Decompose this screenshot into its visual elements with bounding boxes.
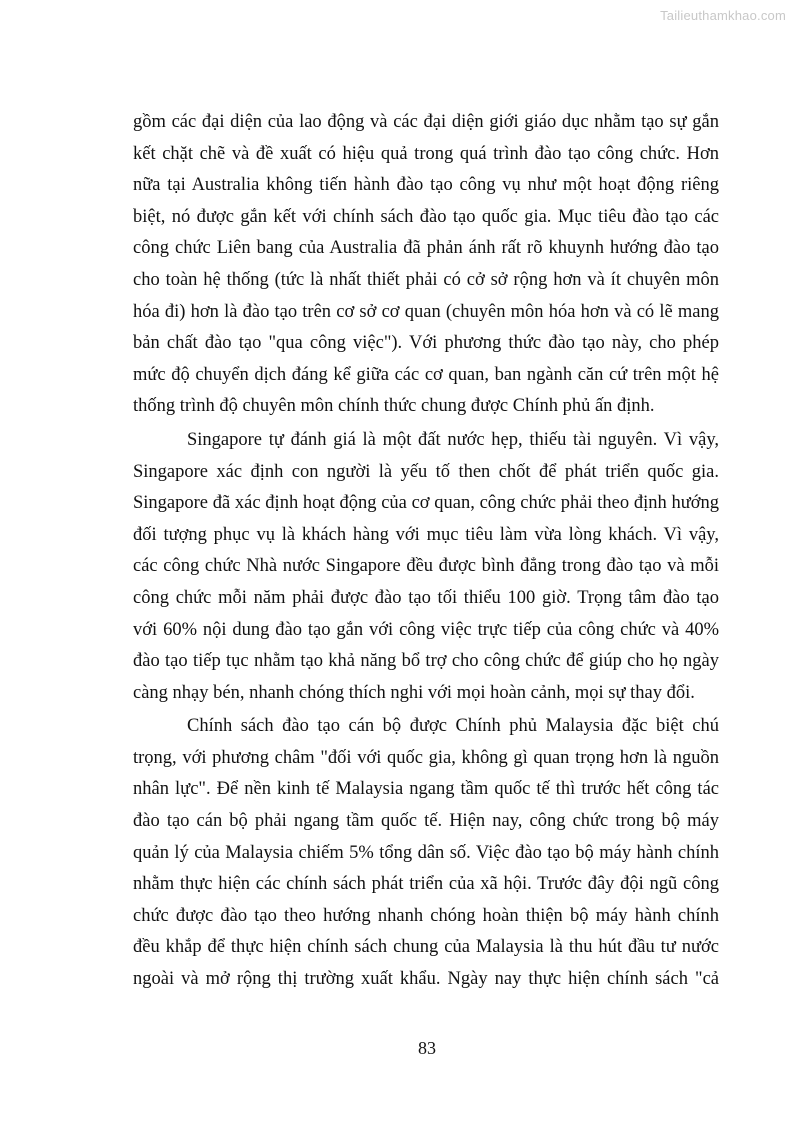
text-line: với 60% nội dung đào tạo gắn với công việc trực tiếp của công chức và 40% xyxy=(133,619,719,640)
page-number: 83 xyxy=(418,1038,436,1058)
text-line: kết chặt chẽ và đề xuất có hiệu quả trong quá trình đào tạo công chức. Hơn xyxy=(133,143,719,164)
text-line: mức độ chuyển dịch đáng kể giữa các cơ quan, ban ngành căn cứ trên một hệ xyxy=(133,364,719,385)
text-line: thống trình độ chuyên môn chính thức chung được Chính phủ ấn định. xyxy=(133,396,655,417)
text-line: bản chất đào tạo "qua công việc"). Với phương thức đào tạo này, cho phép xyxy=(133,333,719,354)
text-line: nhằm thực hiện các chính sách phát triển của xã hội. Trước đây đội ngũ công xyxy=(133,874,719,895)
body-text xyxy=(133,107,719,998)
text-line: đều khắp để thực hiện chính sách chung của Malaysia là thu hút đầu tư nước xyxy=(133,937,719,958)
text-line: đối tượng phục vụ là khách hàng với mục tiêu làm vừa lòng khách. Vì vậy, xyxy=(133,524,719,545)
text-line: Singapore xác định con người là yếu tố then chốt để phát triển quốc gia. xyxy=(133,461,719,482)
text-line: gồm các đại diện của lao động và các đại diện giới giáo dục nhằm tạo sự gắn xyxy=(133,112,719,132)
text-line: đào tạo cán bộ phải ngang tầm quốc tế. Hiện nay, công chức trong bộ máy xyxy=(133,811,719,832)
text-line: cho toàn hệ thống (tức là nhất thiết phải có cở sở rộng hơn và ít chuyên môn xyxy=(133,269,719,290)
text-line: hóa đi) hơn là đào tạo trên cơ sở cơ quan (chuyên môn hóa hơn và có lẽ mang xyxy=(133,301,719,322)
text-line: nhân lực". Để nền kinh tế Malaysia ngang tầm quốc tế thì trước hết công tác xyxy=(133,779,719,800)
text-line: ngoài và mở rộng thị trường xuất khẩu. Ngày nay thực hiện chính sách "cả xyxy=(133,969,719,990)
paragraph-1 xyxy=(133,107,719,423)
text-line: các công chức Nhà nước Singapore đều được bình đẳng trong đào tạo và mỗi xyxy=(133,556,719,577)
text-line: trọng, với phương châm "đối với quốc gia, không gì quan trọng hơn là nguồn xyxy=(133,747,719,768)
paragraph-2 xyxy=(133,425,719,709)
text-line: Singapore đã xác định hoạt động của cơ quan, công chức phải theo định hướng xyxy=(133,493,719,514)
text-line: Singapore tự đánh giá là một đất nước hẹp, thiếu tài nguyên. Vì vậy, xyxy=(187,429,719,450)
text-line: Chính sách đào tạo cán bộ được Chính phủ Malaysia đặc biệt chú xyxy=(187,716,719,737)
text-line: càng nhạy bén, nhanh chóng thích nghi với mọi hoàn cảnh, mọi sự thay đổi. xyxy=(133,682,695,703)
text-line: công chức mỗi năm phải được đào tạo tối thiểu 100 giờ. Trọng tâm đào tạo xyxy=(133,587,719,608)
text-line: quản lý của Malaysia chiếm 5% tổng dân số. Việc đào tạo bộ máy hành chính xyxy=(133,842,719,863)
watermark: Tailieuthamkhao.com xyxy=(660,8,786,23)
text-line: biệt, nó được gắn kết với chính sách đào tạo quốc gia. Mục tiêu đào tạo các xyxy=(133,206,719,227)
text-line: đào tạo tiếp tục nhằm tạo khả năng bổ trợ cho công chức để giúp cho họ ngày xyxy=(133,651,719,672)
paragraph-3 xyxy=(133,711,719,995)
text-line: công chức Liên bang của Australia đã phản ánh rất rõ khuynh hướng đào tạo xyxy=(133,238,719,259)
text-line: nữa tại Australia không tiến hành đào tạo công vụ như một hoạt động riêng xyxy=(133,175,719,196)
text-line: chức được đào tạo theo hướng nhanh chóng hoàn thiện bộ máy hành chính xyxy=(133,905,719,926)
